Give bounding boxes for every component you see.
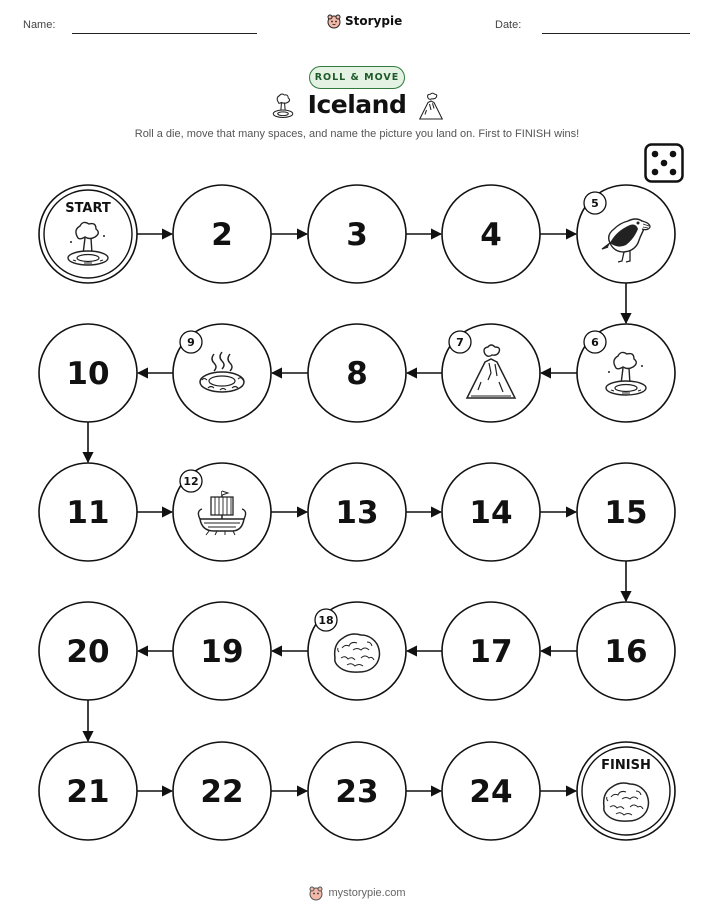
- board-space-17[interactable]: [442, 602, 540, 700]
- space-number: 20: [66, 634, 110, 670]
- page-title: Iceland: [307, 90, 407, 119]
- board-space-15[interactable]: [577, 463, 675, 561]
- footer-url[interactable]: mystorypie.com: [328, 887, 406, 899]
- space-title: START: [65, 201, 111, 216]
- space-number-badge-label: 6: [591, 336, 599, 349]
- name-label: Name:: [23, 19, 56, 31]
- space-number: 19: [200, 634, 244, 670]
- game-type-badge: ROLL & MOVE: [309, 66, 405, 89]
- lava-rock-icon: [335, 634, 380, 672]
- board-space-18[interactable]: [308, 602, 406, 700]
- space-number: 11: [66, 495, 110, 531]
- start-space[interactable]: [39, 185, 137, 283]
- board-space-20[interactable]: [39, 602, 137, 700]
- space-number-badge-label: 12: [183, 475, 199, 488]
- instructions: Roll a die, move that many spaces, and name the picture you land on. First to FINISH wins!: [134, 128, 580, 140]
- space-number: 17: [469, 634, 513, 670]
- space-number: 24: [469, 774, 513, 810]
- space-number: 15: [604, 495, 648, 531]
- space-number-badge-label: 18: [318, 614, 334, 627]
- board-space-19[interactable]: [173, 602, 271, 700]
- board-space-11[interactable]: [39, 463, 137, 561]
- brand-name: Storypie: [345, 14, 403, 28]
- footer: [0, 885, 714, 901]
- space-number-badge-label: 7: [456, 336, 464, 349]
- space-number: 21: [66, 774, 110, 810]
- board-space-14[interactable]: [442, 463, 540, 561]
- space-number: 16: [604, 634, 648, 670]
- space-number: 22: [200, 774, 244, 810]
- board-space-16[interactable]: [577, 602, 675, 700]
- board-space-2[interactable]: [173, 185, 271, 283]
- board-space-4[interactable]: [442, 185, 540, 283]
- space-number-badge-label: 9: [187, 336, 195, 349]
- space-number: 2: [211, 217, 233, 253]
- lava-rock-icon: [604, 783, 649, 821]
- space-number: 3: [346, 217, 368, 253]
- storypie-mascot-icon: [308, 885, 324, 901]
- board-space-22[interactable]: [173, 742, 271, 840]
- board-space-9[interactable]: [173, 324, 271, 422]
- board-space-6[interactable]: [577, 324, 675, 422]
- space-number-badge-label: 5: [591, 197, 599, 210]
- board-space-3[interactable]: [308, 185, 406, 283]
- board-space-24[interactable]: [442, 742, 540, 840]
- finish-space[interactable]: [577, 742, 675, 840]
- space-number: 10: [66, 356, 110, 392]
- space-title: FINISH: [601, 758, 651, 773]
- board-space-23[interactable]: [308, 742, 406, 840]
- space-number: 4: [480, 217, 502, 253]
- space-number: 8: [346, 356, 368, 392]
- board-space-5[interactable]: [577, 185, 675, 283]
- board-space-13[interactable]: [308, 463, 406, 561]
- space-number: 23: [335, 774, 379, 810]
- board-space-8[interactable]: [308, 324, 406, 422]
- date-label: Date:: [495, 19, 522, 31]
- board-space-12[interactable]: [173, 463, 271, 561]
- board-space-7[interactable]: [442, 324, 540, 422]
- board-space-10[interactable]: [39, 324, 137, 422]
- space-number: 13: [335, 495, 379, 531]
- board-space-21[interactable]: [39, 742, 137, 840]
- space-number: 14: [469, 495, 513, 531]
